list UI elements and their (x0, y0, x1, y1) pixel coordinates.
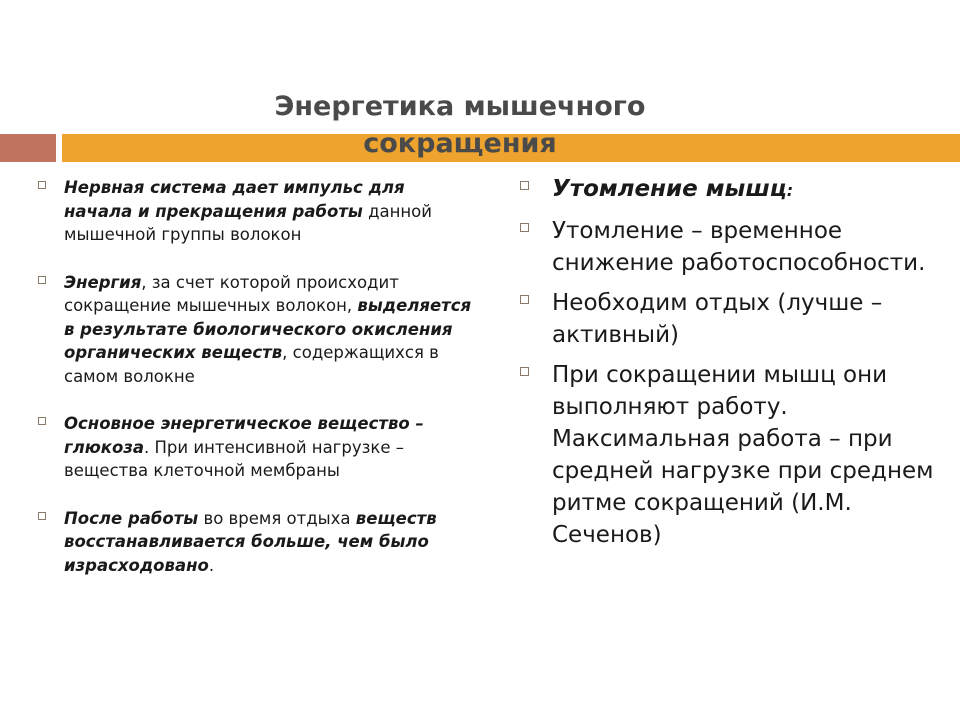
body-text: данной мышечной группы волокон (64, 201, 433, 244)
list-item (36, 507, 476, 578)
right-column (518, 173, 943, 559)
square-bullet-icon (38, 512, 46, 520)
list-item (36, 271, 476, 389)
bold-text: Энергия (64, 272, 142, 292)
title-line-2: сокращения (363, 128, 557, 159)
square-bullet-icon (520, 223, 529, 232)
section-heading: Утомление мышц (552, 176, 787, 202)
bold-text: Нервная система дает импульс для начала и прекращения работы (64, 178, 405, 221)
bold-text: Основное энергетическое вещество – глюкоза (64, 414, 424, 457)
body-text: , за счет которой происходит сокращение мышечных волокон, (64, 272, 399, 315)
body-text: . (208, 555, 215, 575)
square-bullet-icon (38, 417, 46, 425)
body-text: При сокращении мышц они выполняют работу. Максимальная работа – при средней нагрузке при среднем ритме сокращений (И.М. Сеченов) (552, 362, 934, 548)
left-column (36, 176, 476, 601)
body-text: во время отдыха (198, 508, 356, 528)
accent-bar-left (0, 134, 56, 162)
body-text: Необходим отдых (лучше – активный) (552, 290, 883, 348)
body-text: . При интенсивной нагрузке – вещества клеточной мембраны (64, 437, 404, 480)
slide-title (200, 88, 720, 162)
list-item (36, 412, 476, 483)
square-bullet-icon (38, 181, 46, 189)
body-text: , содержащихся в самом волокне (64, 343, 439, 386)
square-bullet-icon (38, 276, 46, 284)
square-bullet-icon (520, 367, 529, 376)
bold-text: выделяется в результате биологического окисления органических веществ (64, 296, 472, 362)
heading-colon: : (786, 181, 794, 200)
list-item (36, 176, 476, 247)
body-text: Утомление – временное снижение работоспособности. (552, 218, 926, 276)
square-bullet-icon (520, 295, 529, 304)
list-item (518, 359, 943, 551)
list-item (518, 173, 943, 207)
list-item (518, 287, 943, 351)
square-bullet-icon (520, 181, 529, 190)
right-bullet-list (518, 173, 943, 551)
bold-text: После работы (64, 508, 199, 528)
bold-text: веществ восстанавливается больше, чем было израсходовано (64, 508, 437, 575)
list-item (518, 215, 943, 279)
left-bullet-list (36, 176, 476, 577)
title-line-1: Энергетика мышечного (274, 91, 646, 122)
